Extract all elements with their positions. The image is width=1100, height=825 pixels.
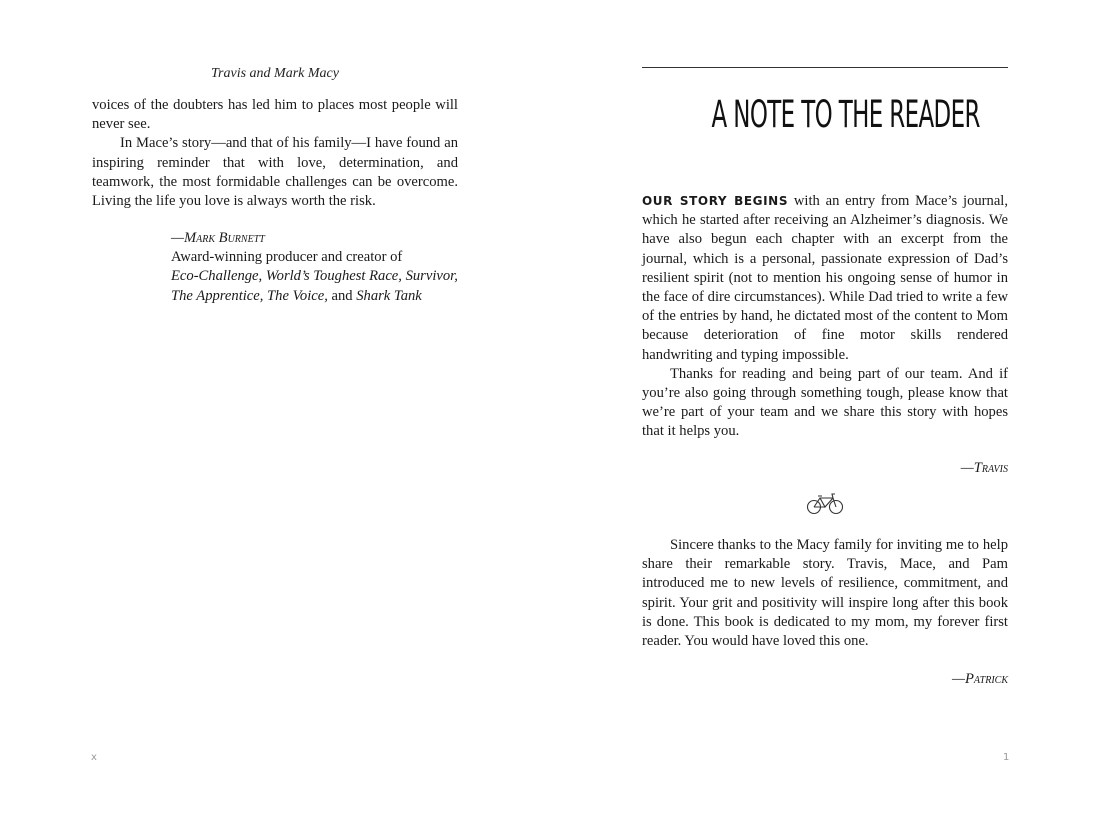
page-number: 1 [1003,752,1010,763]
attribution-name-line [171,229,471,248]
running-head: Travis and Mark Macy [211,66,339,81]
attribution-shows-part: Shark Tank [356,287,422,304]
paragraph: Sincere thanks to the Macy family for inviting me to help share their remarkable story. Travis, Mace, and Pam introduced me to new levels of resilience, commitment, and spirit. Your grit and positivity will inspire long after this book is done. This book is dedicated to my mom, my forever first reader. You would have loved this one. [642,537,1008,650]
bicycle-icon [806,491,844,517]
left-page-body [92,96,458,211]
paragraph-text: with an entry from Mace’s journal, which he started after receiving an Alzheimer’s diagnosis. We have also begun each chapter with an excerpt from the journal, which is a personal, passionate expression of Dad’s resilient spirit (not to mention his ongoing sense of humor in the face of dire circumstances). While Dad tried to write a few of the entries by hand, he dictated most of the content to Mom because deterioration of fine motor skills rendered handwriting and typing impossible. [642,193,1009,363]
paragraph [642,192,1008,365]
paragraph: Thanks for reading and being part of our team. And if you’re also going through something tough, please know that we’re part of your team and we share this story with hopes that it helps you. [642,365,1008,440]
signature-patrick [808,670,1008,689]
attribution-role: Award-winning producer and creator of [171,249,403,266]
attribution-name: Mark Burnett [183,230,265,246]
paragraph: In Mace’s story—and that of his family—I have found an inspiring reminder that with love, determination, and teamwork, the most formidable challenges can be overcome. Living the life you love is always worth the risk. [92,135,458,210]
right-page-body [642,192,1008,442]
right-page [550,0,1100,825]
lead-in: OUR STORY BEGINS [642,194,789,208]
signature: —Travis [960,460,1008,476]
attribution-dash: — [171,230,184,246]
attribution-shows-part: The Apprentice, The Voice, [171,287,328,304]
attribution-shows-line-1: Eco-Challenge, World’s Toughest Race, Survivor, [171,268,458,285]
page-number: x [91,752,97,763]
paragraph: voices of the doubters has led him to places most people will never see. [92,97,458,133]
attribution-shows-line-2 [171,287,471,306]
attribution-shows-part: and [327,287,357,304]
chapter-rule [642,67,1008,68]
signature-travis [808,459,1008,478]
signature: —Patrick [952,671,1008,687]
foreword-attribution [171,229,471,306]
chapter-title: A NOTE TO THE READER [711,93,980,136]
acknowledgment [642,536,1008,651]
